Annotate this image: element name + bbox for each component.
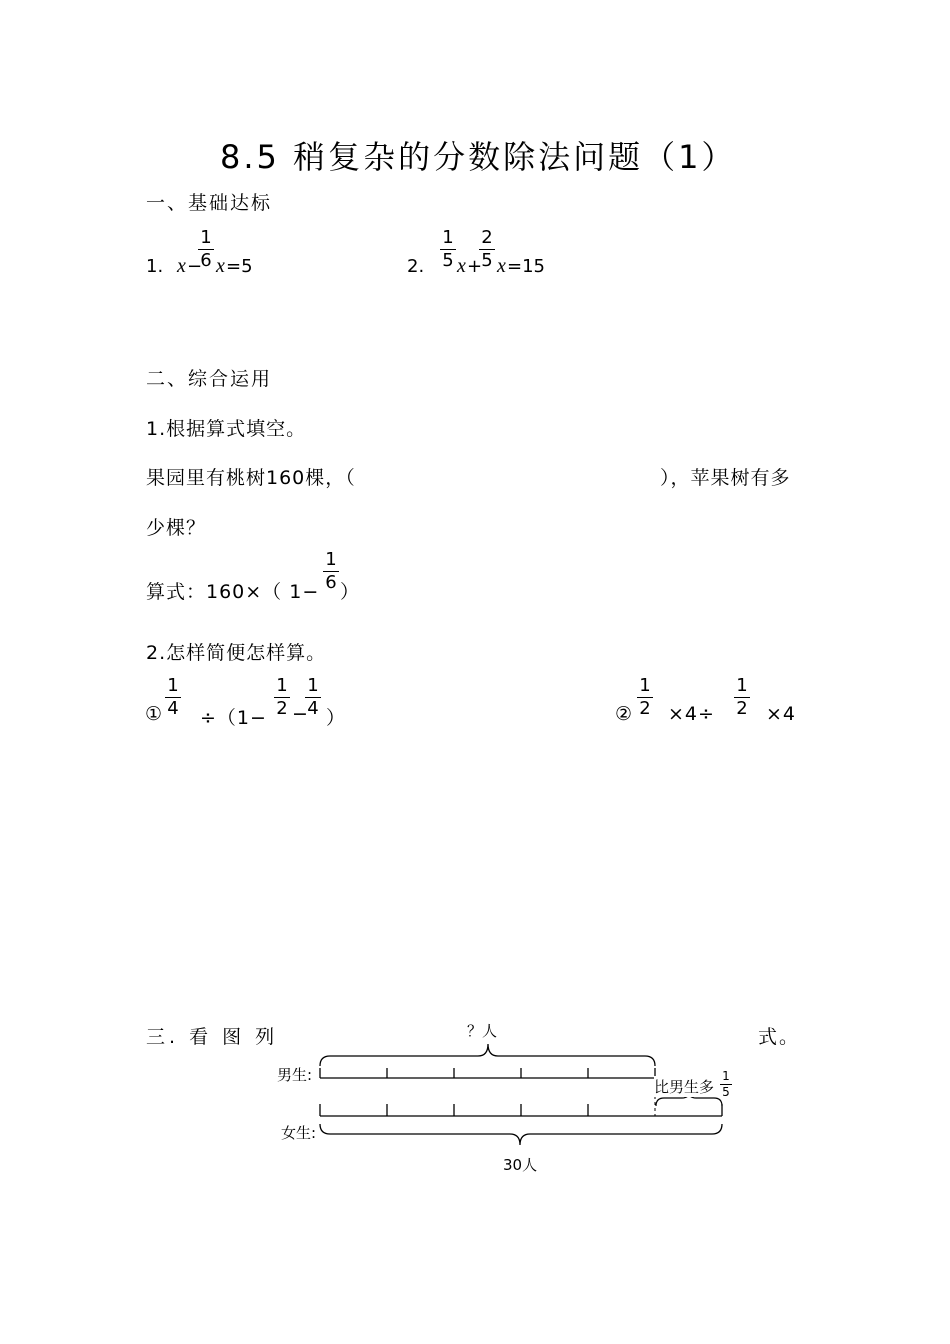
q2-2a-fraction-2: 1 2 xyxy=(274,676,290,719)
q1-1-fraction: 1 6 xyxy=(198,228,214,271)
q2-2b-end: ×4 xyxy=(766,703,797,725)
bottom-brace xyxy=(320,1124,722,1145)
girls-label: 女生: xyxy=(281,1124,317,1142)
q2-2a-fraction-3: 1 4 xyxy=(305,676,321,719)
more-fraction: 1 5 xyxy=(720,1070,732,1099)
q1-1-label: 1. xyxy=(146,256,164,277)
q2-2a-label: ① xyxy=(145,703,164,725)
q1-2-plus: + xyxy=(467,256,483,277)
q2-1-fraction: 1 6 xyxy=(323,550,339,593)
q1-2-fraction-2: 2 5 xyxy=(479,228,495,271)
q2-2-prompt: 2.怎样简便怎样算。 xyxy=(146,642,327,664)
q2-1-formula-start: 算式：160×（ 1− xyxy=(146,581,320,603)
section-3-heading: 三. 看 图 列 xyxy=(146,1026,279,1048)
page-title: 8.5 稍复杂的分数除法问题（1） xyxy=(220,138,737,176)
q2-2a-end: ） xyxy=(326,707,347,729)
girls-total-label: 30人 xyxy=(503,1156,538,1174)
q2-2b-fraction-2: 1 2 xyxy=(734,676,750,719)
q1-2-label: 2. xyxy=(407,256,425,277)
q2-2a-fraction-1: 1 4 xyxy=(165,676,181,719)
q1-1-variable-2: x xyxy=(216,255,225,277)
q2-1-formula-end: ） xyxy=(340,581,361,603)
q2-2b-middle: ×4÷ xyxy=(668,703,715,725)
q1-2-equals: =15 xyxy=(507,256,545,277)
q2-1-text-start: 果园里有桃树160棵，（ xyxy=(146,467,356,489)
top-brace xyxy=(320,1044,655,1066)
q2-1-text-end: ），苹果树有多 xyxy=(660,467,791,489)
section-2-heading: 二、综合运用 xyxy=(146,368,273,390)
q2-2a-minus: − xyxy=(292,703,309,725)
q1-1-minus: − xyxy=(187,256,203,277)
section-1-heading: 一、基础达标 xyxy=(146,192,273,214)
q2-2a-middle: ÷（1− xyxy=(200,707,267,729)
q1-1-equals: =5 xyxy=(226,256,253,277)
q2-2b-label: ② xyxy=(615,703,634,725)
total-boys-label: ？人 xyxy=(467,1022,498,1040)
more-than-boys-label: 比男生多 xyxy=(654,1078,715,1096)
q2-1-prompt: 1.根据算式填空。 xyxy=(146,418,307,440)
q2-1-text-line2: 少棵？ xyxy=(146,517,207,539)
q1-1-variable: x xyxy=(177,255,186,277)
q1-2-variable: x xyxy=(457,255,466,277)
q1-2-variable-2: x xyxy=(497,255,506,277)
section-3-heading-end: 式。 xyxy=(758,1026,801,1048)
boys-label: 男生: xyxy=(277,1066,313,1084)
q1-2-fraction-1: 1 5 xyxy=(440,228,456,271)
q2-2b-fraction-1: 1 2 xyxy=(637,676,653,719)
